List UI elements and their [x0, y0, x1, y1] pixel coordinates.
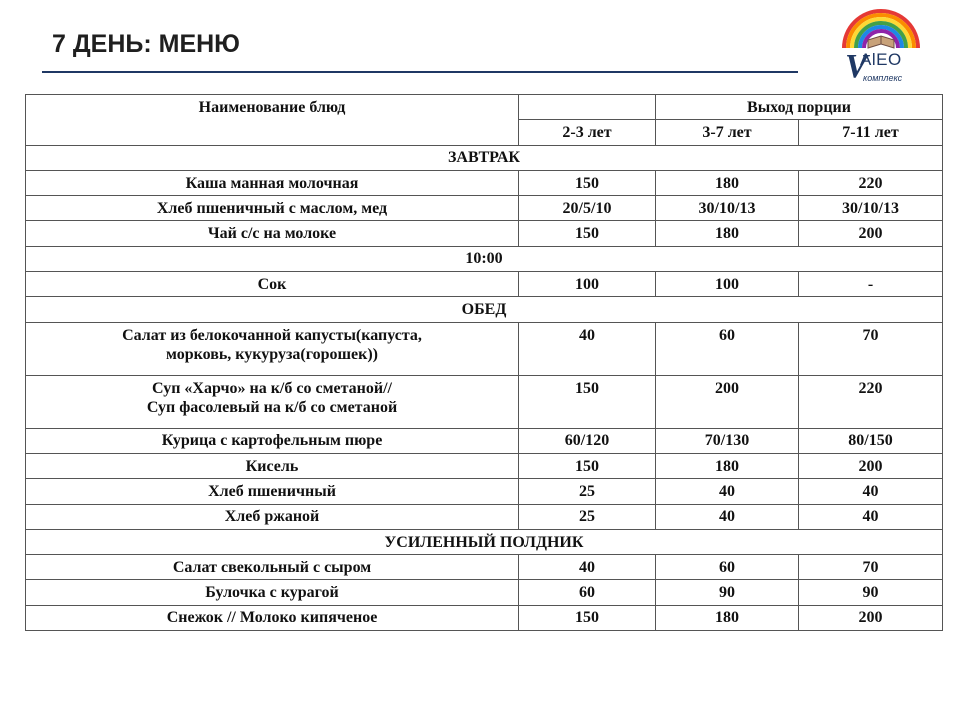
- portion-value: 70/130: [656, 428, 799, 453]
- table-row: [26, 322, 943, 375]
- portion-value: 220: [799, 375, 943, 428]
- portion-value: 100: [519, 272, 656, 297]
- table-row: [26, 555, 943, 580]
- dish-name: [26, 375, 519, 428]
- portion-value: 30/10/13: [799, 196, 943, 221]
- portion-value: 70: [799, 322, 943, 375]
- portion-value: 40: [519, 555, 656, 580]
- table-row: [26, 504, 943, 529]
- title-underline: [42, 71, 798, 73]
- dish-name: Кисель: [26, 453, 519, 478]
- portion-value: 25: [519, 504, 656, 529]
- portion-value: 180: [656, 605, 799, 630]
- portion-value: 60/120: [519, 428, 656, 453]
- portion-value: 20/5/10: [519, 196, 656, 221]
- portion-value: 90: [656, 580, 799, 605]
- portion-value: 150: [519, 453, 656, 478]
- table-row: [26, 375, 943, 428]
- portion-value: 150: [519, 375, 656, 428]
- dish-name: Курица с картофельным пюре: [26, 428, 519, 453]
- section-row: [26, 246, 943, 271]
- header-empty: [519, 95, 656, 120]
- portion-value: 220: [799, 170, 943, 195]
- header-age-2: 7-11 лет: [799, 120, 943, 145]
- dish-name-line: Суп «Харчо» на к/б со сметаной//: [152, 379, 392, 397]
- portion-value: 40: [519, 322, 656, 375]
- portion-value: 60: [656, 322, 799, 375]
- portion-value: 100: [656, 272, 799, 297]
- logo-subtitle: комплекс: [863, 73, 903, 83]
- portion-value: 40: [656, 504, 799, 529]
- portion-value: 90: [799, 580, 943, 605]
- logo-letter-v: V: [845, 48, 868, 85]
- dish-name-line: Салат из белокочанной капусты(капуста,: [122, 326, 422, 344]
- portion-value: 200: [656, 375, 799, 428]
- dish-name-line: Суп фасолевый на к/б со сметаной: [146, 398, 398, 416]
- dish-name: [26, 322, 519, 375]
- dish-name: Хлеб ржаной: [26, 504, 519, 529]
- header-dish: Наименование блюд: [26, 95, 519, 146]
- section-row: [26, 145, 943, 170]
- header-portion: Выход порции: [656, 95, 943, 120]
- table-row: [26, 170, 943, 195]
- section-row: [26, 297, 943, 322]
- header-age-0: 2-3 лет: [519, 120, 656, 145]
- portion-value: -: [799, 272, 943, 297]
- table-row: [26, 196, 943, 221]
- section-title: ЗАВТРАК: [26, 145, 943, 170]
- dish-name-line: морковь, кукуруза(горошек)): [166, 345, 378, 363]
- section-row: [26, 529, 943, 554]
- dish-name: Хлеб пшеничный с маслом, мед: [26, 196, 519, 221]
- section-title: ОБЕД: [26, 297, 943, 322]
- portion-value: 60: [656, 555, 799, 580]
- portion-value: 25: [519, 479, 656, 504]
- table-row: [26, 221, 943, 246]
- portion-value: 180: [656, 221, 799, 246]
- portion-value: 200: [799, 605, 943, 630]
- table-row: [26, 428, 943, 453]
- menu-table: [25, 94, 943, 631]
- section-title: 10:00: [26, 246, 943, 271]
- portion-value: 40: [656, 479, 799, 504]
- portion-value: 30/10/13: [656, 196, 799, 221]
- logo-word: AlEO: [860, 50, 902, 69]
- table-row: [26, 453, 943, 478]
- rainbow-book-icon: [838, 4, 924, 54]
- portion-value: 180: [656, 453, 799, 478]
- portion-value: 70: [799, 555, 943, 580]
- dish-name: Снежок // Молоко кипяченое: [26, 605, 519, 630]
- dish-name: Каша манная молочная: [26, 170, 519, 195]
- portion-value: 40: [799, 479, 943, 504]
- table-row: [26, 605, 943, 630]
- table-header-row: [26, 95, 943, 120]
- dish-name: Сок: [26, 272, 519, 297]
- table-row: [26, 272, 943, 297]
- portion-value: 150: [519, 605, 656, 630]
- dish-name: Булочка с курагой: [26, 580, 519, 605]
- portion-value: 80/150: [799, 428, 943, 453]
- dish-name: Салат свекольный с сыром: [26, 555, 519, 580]
- portion-value: 40: [799, 504, 943, 529]
- portion-value: 150: [519, 221, 656, 246]
- portion-value: 200: [799, 221, 943, 246]
- table-row: [26, 479, 943, 504]
- dish-name: Чай с/с на молоке: [26, 221, 519, 246]
- page-title: 7 ДЕНЬ: МЕНЮ: [52, 30, 240, 58]
- portion-value: 150: [519, 170, 656, 195]
- dish-name: Хлеб пшеничный: [26, 479, 519, 504]
- portion-value: 60: [519, 580, 656, 605]
- header-age-1: 3-7 лет: [656, 120, 799, 145]
- portion-value: 180: [656, 170, 799, 195]
- table-row: [26, 580, 943, 605]
- valeo-logo: [838, 4, 924, 88]
- section-title: УСИЛЕННЫЙ ПОЛДНИК: [26, 529, 943, 554]
- portion-value: 200: [799, 453, 943, 478]
